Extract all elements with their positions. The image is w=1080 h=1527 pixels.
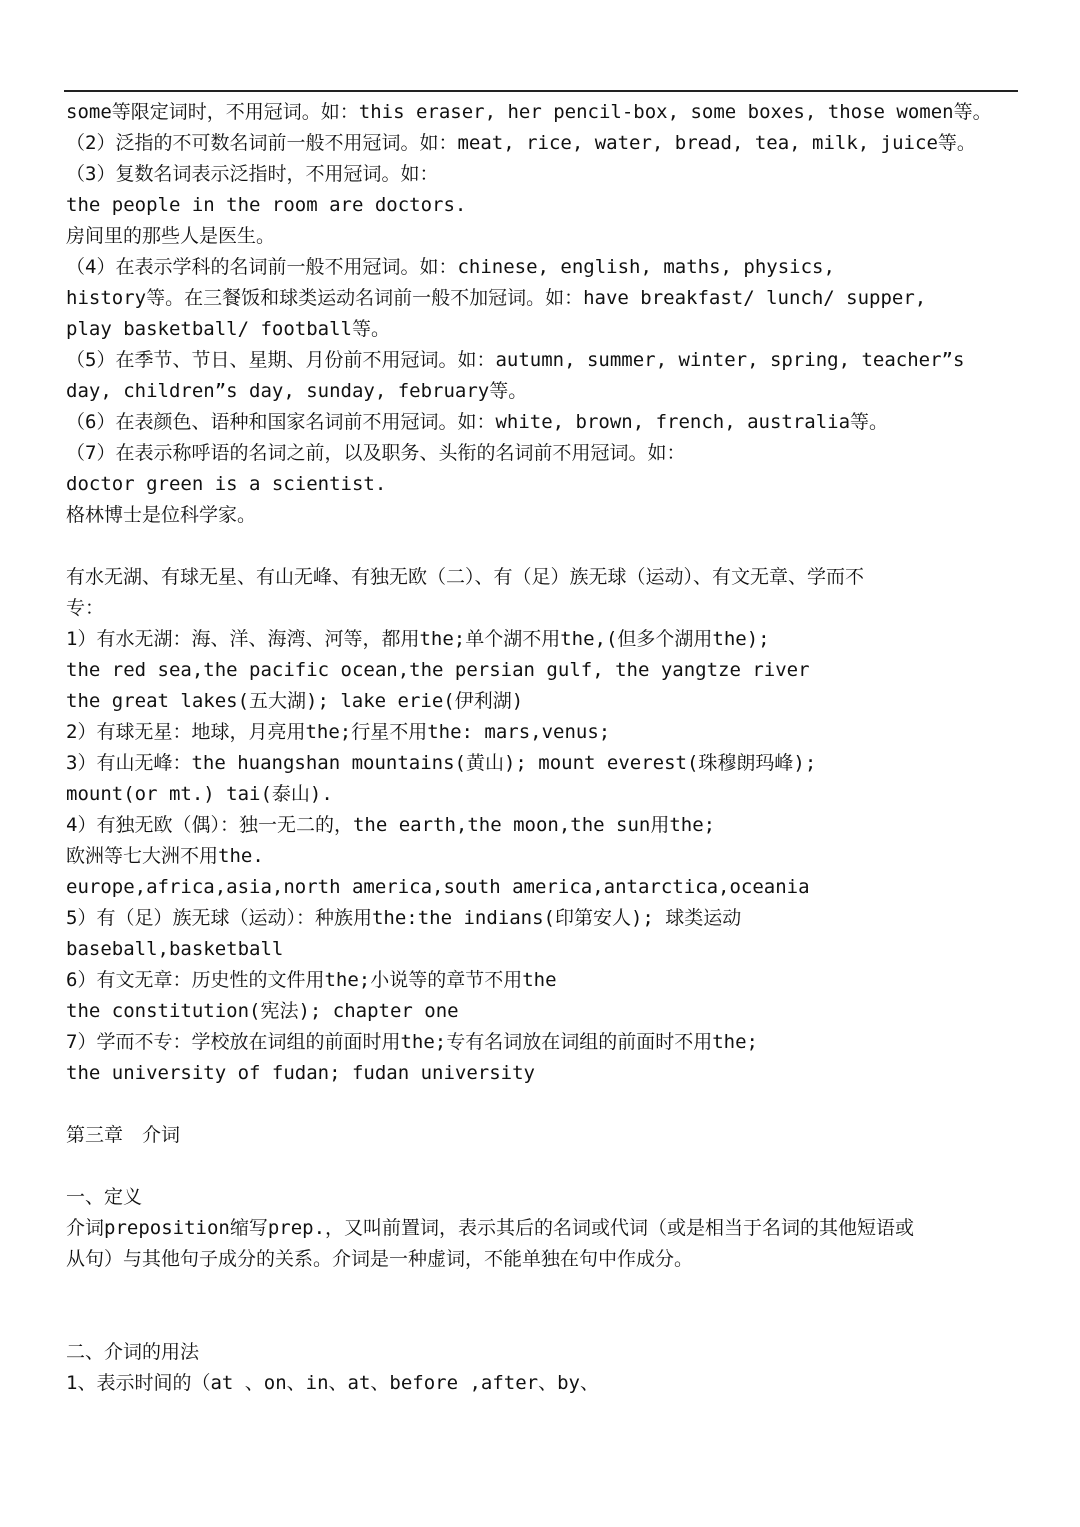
text-line: the university of fudan; fudan university — [66, 1062, 535, 1084]
section-heading: 二、介词的用法 — [66, 1341, 200, 1363]
text-line: 欧洲等七大洲不用the. — [66, 845, 264, 867]
text-line: some等限定词时，不用冠词。如：this eraser, her pencil-box, some boxes, those women等。 — [66, 101, 992, 123]
text-line: （4）在表示学科的名词前一般不用冠词。如：chinese, english, maths, physics, — [66, 256, 835, 278]
spacer — [66, 1275, 1018, 1337]
text-line: 6）有文无章：历史性的文件用the;小说等的章节不用the — [66, 969, 557, 991]
text-line: 专： — [66, 597, 105, 619]
text-line: the great lakes(五大湖); lake erie(伊利湖) — [66, 690, 524, 712]
text-line: （7）在表示称呼语的名词之前，以及职务、头衔的名词前不用冠词。如： — [66, 442, 686, 464]
text-line: 有水无湖、有球无星、有山无峰、有独无欧（二）、有（足）族无球（运动）、有文无章、学而不 — [66, 566, 865, 588]
spacer — [66, 1089, 1018, 1120]
text-line: 1）有水无湖：海、洋、海湾、河等，都用the;单个湖不用the,(但多个湖用the); — [66, 628, 770, 650]
header-rule — [64, 90, 1018, 92]
text-line: 4）有独无欧（偶）：独一无二的，the earth,the moon,the sun用the; — [66, 814, 716, 836]
text-line: （2）泛指的不可数名词前一般不用冠词。如：meat, rice, water, bread, tea, milk, juice等。 — [66, 132, 976, 154]
text-line: the people in the room are doctors. — [66, 194, 467, 216]
spacer — [66, 1151, 1018, 1182]
text-line: 5）有（足）族无球（运动）：种族用the:the indians(印第安人); 球类运动 — [66, 907, 742, 929]
section-heading: 一、定义 — [66, 1186, 143, 1208]
paragraph-line: 从句）与其他句子成分的关系。介词是一种虚词，不能单独在句中作成分。 — [66, 1248, 694, 1270]
text-line: europe,africa,asia,north america,south america,antarctica,oceania — [66, 876, 810, 898]
text-line: the red sea,the pacific ocean,the persian gulf, the yangtze river — [66, 659, 810, 681]
text-line: 2）有球无星：地球，月亮用the;行星不用the: mars,venus; — [66, 721, 611, 743]
spacer — [66, 531, 1018, 562]
text-line: （3）复数名词表示泛指时，不用冠词。如： — [66, 163, 439, 185]
text-line: 房间里的那些人是医生。 — [66, 225, 276, 247]
text-line: the constitution(宪法); chapter one — [66, 1000, 459, 1022]
text-line: （6）在表颜色、语种和国家名词前不用冠词。如：white, brown, french, australia等。 — [66, 411, 889, 433]
paragraph-line: 介词preposition缩写prep.，又叫前置词，表示其后的名词或代词（或是相当于名词的其他短语或 — [66, 1217, 915, 1239]
text-line: history等。在三餐饭和球类运动名词前一般不加冠词。如：have breakfast/ lunch/ supper, — [66, 287, 927, 309]
chapter-title: 第三章 介词 — [66, 1124, 181, 1146]
text-line: baseball,basketball — [66, 938, 284, 960]
text-line: 7）学而不专：学校放在词组的前面时用the;专有名词放在词组的前面时不用the; — [66, 1031, 758, 1053]
paragraph-line: 1、表示时间的（at 、on、in、at、before ,after、by、 — [66, 1372, 599, 1394]
text-line: mount(or mt.) tai(泰山). — [66, 783, 333, 805]
text-line: （5）在季节、节日、星期、月份前不用冠词。如：autumn, summer, winter, spring, teacher”s — [66, 349, 965, 371]
text-line: day, children”s day, sunday, february等。 — [66, 380, 528, 402]
text-line: doctor green is a scientist. — [66, 473, 387, 495]
text-line: 3）有山无峰：the huangshan mountains(黄山); mount everest(珠穆朗玛峰); — [66, 752, 817, 774]
text-line: play basketball/ football等。 — [66, 318, 390, 340]
document-body — [66, 97, 1018, 1399]
mnemonic-list — [66, 562, 1018, 1089]
text-line: 格林博士是位科学家。 — [66, 504, 257, 526]
article-usage-list — [66, 97, 1018, 531]
